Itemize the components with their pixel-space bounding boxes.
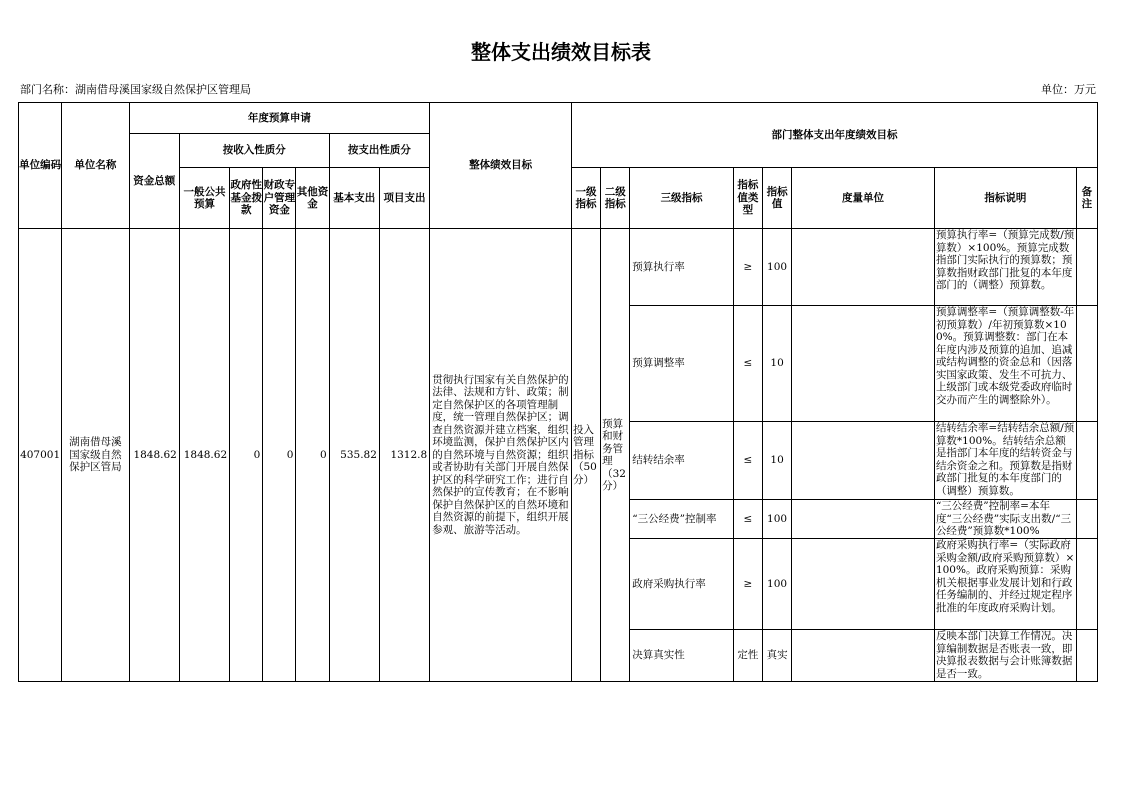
header-unit-code: 单位编码 [19,103,62,229]
level2-cell: 预算和财务管理（32分） [601,229,630,682]
indicator-unit [792,229,935,306]
level1-cell: 投入管理指标（50分） [571,229,600,682]
indicator-description: 政府采购执行率=（实际政府采购金额/政府采购预算数）×100%。政府采购预算：采购机关根据事业发展计划和行政任务编制的、并经过规定程序批准的年度政府采购计划。 [935,539,1075,614]
header-by-income: 按收入性质分 [179,134,329,168]
indicator-value: 10 [763,306,792,422]
header-remark: 备注 [1076,168,1097,229]
unit-code-cell: 407001 [19,229,62,682]
fiscal-special-cell: 0 [263,229,296,682]
indicator-type: ≥ [733,539,762,630]
indicator-description: 预算调整率=（预算调整数-年初预算数）/年初预算数×100%。预算调整数：部门在本年度内涉及预算的追加、追减或结构调整的资金总和（因落实国家政策、发生不可抗力、上级部门或本级党委政府临时交办而产生的调整除外）。 [935,306,1075,406]
header-general-budget: 一般公共预算 [179,168,229,229]
header-annual-budget: 年度预算申请 [129,103,430,134]
unit-name-cell: 湖南借母溪国家级自然保护区管局 [62,229,129,682]
header-project-expense: 项目支出 [379,168,429,229]
indicator-type: ≥ [733,229,762,306]
indicator-unit [792,422,935,500]
fund-total-cell: 1848.62 [129,229,179,682]
project-expense-cell: 1312.8 [379,229,429,682]
overall-goal-cell: 贯彻执行国家有关自然保护的法律、法规和方针、政策；制定自然保护区的各项管理制度，统一管理自然保护区；调查自然资源并建立档案，组织环境监测，保护自然保护区内的自然环境与自然资源；组织或者协助有关部门开展自然保护区的科学研究工作；进行自然保护的宣传教育；在不影响保护自然保护区的自然环境和自然资源的前提下，组织开展参观、旅游等活动。 [430,229,572,682]
indicator-name: 预算调整率 [630,306,734,422]
header-fund-total: 资金总额 [129,134,179,229]
header-level3: 三级指标 [630,168,734,229]
indicator-type: ≤ [733,422,762,500]
indicator-value: 100 [763,229,792,306]
header-gov-fund: 政府性基金拨款 [230,168,263,229]
indicator-value: 100 [763,500,792,539]
indicator-value: 100 [763,539,792,630]
other-fund-cell: 0 [296,229,329,682]
header-measure-unit: 度量单位 [792,168,935,229]
header-value: 指标值 [763,168,792,229]
indicator-name: 预算执行率 [630,229,734,306]
remark-cell [1076,500,1097,539]
remark-cell [1076,422,1097,500]
indicator-name: “三公经费”控制率 [630,500,734,539]
header-value-type: 指标值类型 [733,168,762,229]
indicator-description: 预算执行率=（预算完成数/预算数）×100%。预算完成数指部门实际执行的预算数；预算数指财政部门批复的本年度部门的（调整）预算数。 [935,229,1075,291]
indicator-unit [792,500,935,539]
indicator-name: 政府采购执行率 [630,539,734,630]
indicator-description: 结转结余率=结转结余总额/预算数*100%。结转结余总额是指部门本年度的结转资金与结余资金之和。预算数是指财政部门批复的本年度部门的（调整）预算数。 [935,422,1075,497]
remark-cell [1076,539,1097,630]
indicator-unit [792,539,935,630]
remark-cell [1076,306,1097,422]
gov-fund-cell: 0 [230,229,263,682]
indicator-unit [792,630,935,682]
header-overall-goal: 整体绩效目标 [430,103,572,229]
indicator-value: 真实 [763,630,792,682]
header-basic-expense: 基本支出 [329,168,379,229]
indicator-unit [792,306,935,422]
page-title: 整体支出绩效目标表 [471,40,651,64]
indicator-type: ≤ [733,306,762,422]
indicator-type: ≤ [733,500,762,539]
header-fiscal-special: 财政专户管理资金 [263,168,296,229]
indicator-description: “三公经费”控制率=本年度“三公经费”实际支出数/“三公经费”预算数*100% [935,500,1072,537]
department-name: 部门名称：湖南借母溪国家级自然保护区管理局 [20,83,251,96]
indicator-type: 定性 [733,630,762,682]
remark-cell [1076,630,1097,682]
performance-table [18,102,1098,682]
header-row-1 [19,103,1098,134]
header-dept-goal: 部门整体支出年度绩效目标 [571,103,1097,168]
basic-expense-cell: 535.82 [329,229,379,682]
header-by-expense: 按支出性质分 [329,134,430,168]
currency-unit: 单位：万元 [1041,83,1096,96]
header-level1: 一级指标 [571,168,600,229]
table-row [19,229,1098,306]
indicator-name: 结转结余率 [630,422,734,500]
general-budget-cell: 1848.62 [179,229,229,682]
remark-cell [1076,229,1097,306]
header-other-fund: 其他资金 [296,168,329,229]
header-unit-name: 单位名称 [62,103,129,229]
indicator-description: 反映本部门决算工作情况。决算编制数据是否账表一致，即决算报表数据与会计账簿数据是否一致。 [935,630,1073,680]
header-level2: 二级指标 [601,168,630,229]
header-description: 指标说明 [934,168,1076,229]
indicator-name: 决算真实性 [630,630,734,682]
indicator-value: 10 [763,422,792,500]
